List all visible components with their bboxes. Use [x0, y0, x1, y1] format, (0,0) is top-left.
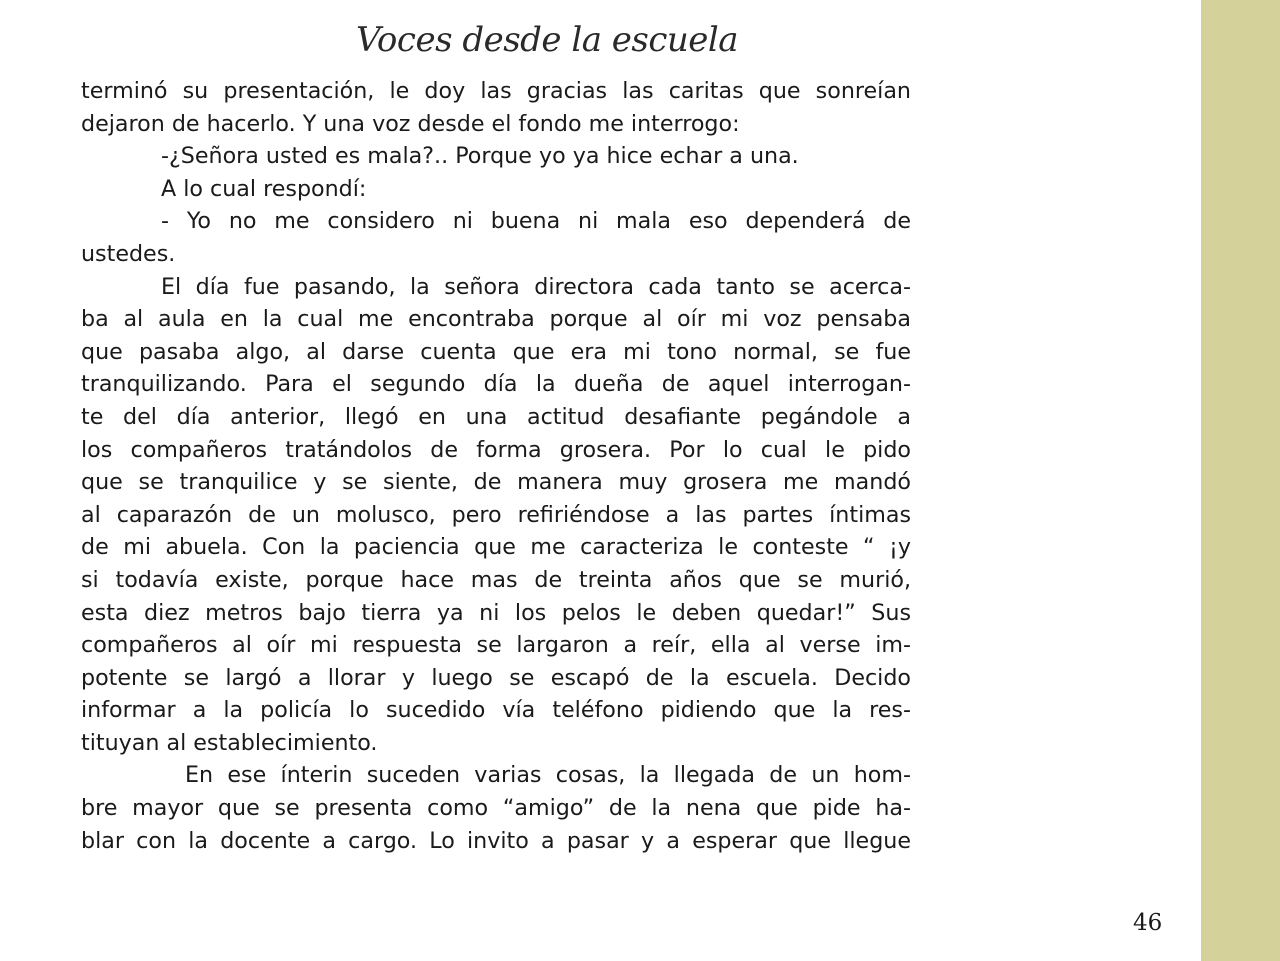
text-line: compañeros al oír mi respuesta se largaron a reír, ella al verse im- [81, 632, 911, 659]
text-line: te del día anterior, llegó en una actitud desafiante pegándole a [81, 403, 911, 430]
running-header-title: Voces desde la escuela [356, 20, 739, 60]
text-line: que pasaba algo, al darse cuenta que era mi tono normal, se fue [81, 338, 911, 365]
text-line: esta diez metros bajo tierra ya ni los pelos le deben quedar!” Sus [81, 599, 911, 626]
text-line: bre mayor que se presenta como “amigo” de la nena que pide ha- [81, 795, 911, 822]
page-number: 46 [1133, 910, 1163, 936]
text-line: blar con la docente a cargo. Lo invito a pasar y a esperar que llegue [81, 827, 911, 854]
dialogue-line: - Yo no me considero ni buena ni mala eso dependerá de [161, 208, 911, 235]
text-line: tituyan al establecimiento. [81, 729, 378, 756]
text-line: ba al aula en la cual me encontraba porque al oír mi voz pensaba [81, 306, 911, 333]
text-line: de mi abuela. Con la paciencia que me caracteriza le conteste “ ¡y [81, 534, 911, 561]
text-line: tranquilizando. Para el segundo día la dueña de aquel interrogan- [81, 371, 911, 398]
paragraph-start-line: En ese ínterin suceden varias cosas, la llegada de un hom- [185, 762, 911, 789]
dialogue-line: -¿Señora usted es mala?.. Porque yo ya hice echar a una. [161, 143, 799, 170]
text-line: dejaron de hacerlo. Y una voz desde el fondo me interrogo: [81, 110, 740, 137]
paragraph-start-line: El día fue pasando, la señora directora cada tanto se acerca- [161, 273, 911, 300]
text-line: terminó su presentación, le doy las gracias las caritas que sonreían [81, 78, 911, 104]
text-line: informar a la policía lo sucedido vía teléfono pidiendo que la res- [81, 697, 911, 724]
text-line: los compañeros tratándolos de forma grosera. Por lo cual le pido [81, 436, 911, 463]
text-line: que se tranquilice y se siente, de manera muy grosera me mandó [81, 469, 911, 496]
text-line: potente se largó a llorar y luego se escapó de la escuela. Decido [81, 664, 911, 691]
text-line: al caparazón de un molusco, pero refiriéndose a las partes íntimas [81, 501, 911, 528]
text-line: ustedes. [81, 240, 176, 267]
side-color-band [1201, 0, 1280, 961]
dialogue-line: A lo cual respondí: [161, 175, 367, 202]
body-text [81, 75, 911, 857]
text-line: si todavía existe, porque hace mas de treinta años que se murió, [81, 566, 911, 593]
